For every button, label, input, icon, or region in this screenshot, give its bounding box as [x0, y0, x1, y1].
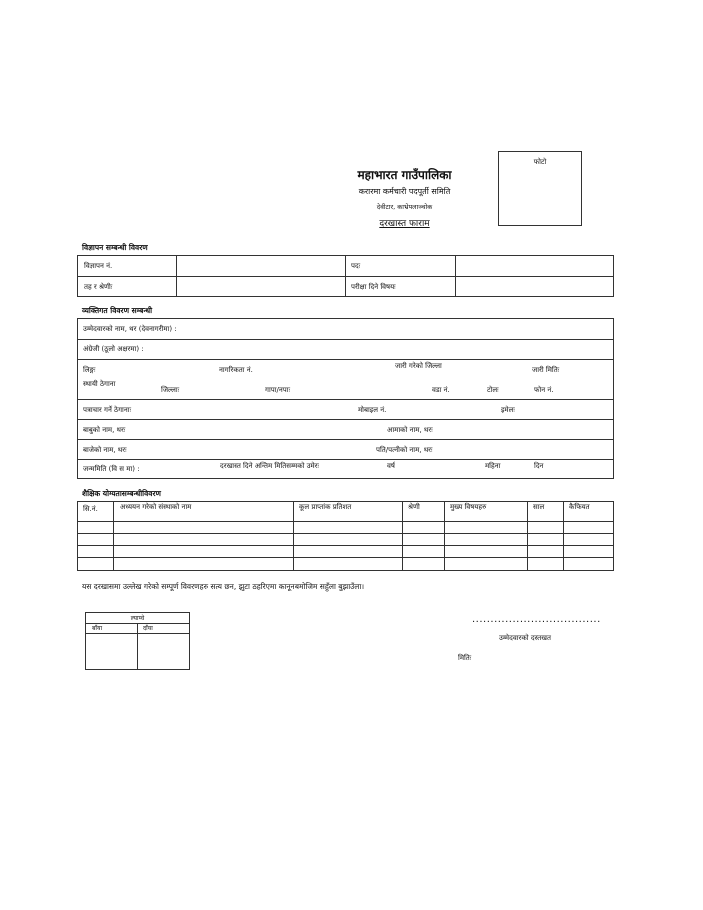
- thumbprint-box: [85, 612, 190, 670]
- col-divider: [176, 256, 177, 296]
- row-divider: [78, 399, 613, 400]
- row-divider: [78, 439, 613, 440]
- row-divider: [78, 359, 613, 360]
- col-divider: [113, 502, 114, 570]
- col-divider: [402, 502, 403, 570]
- col-header-remarks: कैफियत: [569, 503, 590, 511]
- education-table: [77, 501, 614, 571]
- dob-label: जन्ममिति (वि स मा) :: [83, 465, 140, 473]
- col-divider: [455, 256, 456, 296]
- col-divider: [563, 502, 564, 570]
- advert-table: [77, 255, 614, 297]
- age-label: दरखास्त दिने अन्तिम मितिसम्मको उमेरः: [220, 462, 319, 470]
- signature-label: उम्मेदवारको दस्तखत: [499, 634, 551, 642]
- father-name-label: बाबुको नाम, थरः: [83, 426, 126, 434]
- col-header-subjects: मुख्य विषयहरु: [450, 503, 487, 511]
- thumbprint-left-label: बाँया: [92, 625, 103, 632]
- row-divider: [78, 533, 613, 534]
- name-english-label: अंग्रेजी (ठूलो अक्षरमा) :: [83, 345, 144, 353]
- gender-label: लिङ्गः: [83, 366, 96, 374]
- district-label: जिल्लाः: [161, 386, 180, 394]
- advert-section-title: विज्ञापन सम्बन्धी विवरण: [82, 243, 148, 252]
- phone-no-label: फोन नं.: [534, 386, 554, 394]
- col-header-sn: सि.नं.: [83, 505, 98, 513]
- form-title: [0, 216, 703, 229]
- education-section-title: शैक्षिक योग्यतासम्बन्धीविवरण: [82, 489, 161, 498]
- col-divider: [293, 502, 294, 570]
- personal-section-title: व्यक्तिगत विवरण सम्बन्धी: [82, 306, 153, 315]
- days-label: दिन: [534, 462, 544, 470]
- spouse-name-label: पति/पत्नीको नाम, थरः: [376, 446, 433, 454]
- col-divider: [137, 623, 138, 669]
- row-divider: [78, 339, 613, 340]
- col-header-division: श्रेणी: [408, 503, 420, 511]
- permanent-address-label: स्थायी ठेगाना: [83, 380, 116, 388]
- row-divider: [78, 459, 613, 460]
- col-header-institution: अध्ययन गरेको संस्थाको नाम: [120, 503, 192, 511]
- exam-subject-label: परीक्षा दिने विषयः: [351, 283, 396, 291]
- row-divider: [78, 419, 613, 420]
- col-divider: [345, 256, 346, 296]
- mailing-address-label: पत्राचार गर्ने ठेगानाः: [83, 406, 131, 414]
- col-header-year: साल: [533, 503, 545, 511]
- col-divider: [444, 502, 445, 570]
- post-label: पदः: [351, 262, 361, 270]
- municipality-label: गापा/नपाः: [265, 386, 290, 394]
- office-address: देवीटार, काभ्रेपलाञ्चोक: [376, 203, 433, 211]
- office-name: महाभारत गाउँपालिका: [357, 168, 452, 182]
- ward-no-label: वडा नं.: [432, 386, 450, 394]
- level-service-label: तह र श्रेणीः: [84, 283, 113, 291]
- row-divider: [78, 521, 613, 522]
- committee-name: करारमा कर्मचारी पदपूर्ती समिति: [358, 187, 451, 196]
- issued-date-label: जारी मितिः: [532, 366, 560, 374]
- advert-no-label: विज्ञापन नं.: [84, 262, 113, 270]
- row-divider: [78, 545, 613, 546]
- declaration-text: यस दरखासमा उल्लेख गरेको सम्पूर्ण विवरणहरु सत्य छन, झुटा ठहरिएमा कानूनबमोजिम सहुँला बुझाउँला।: [82, 582, 365, 591]
- col-divider: [527, 502, 528, 570]
- form-title-text: दरखास्त फाराम: [379, 219, 430, 229]
- signature-date-label: मितिः: [458, 654, 472, 662]
- issued-district-label: जारी गरेको जिल्ला: [395, 362, 442, 370]
- grandfather-name-label: बाजेको नाम, थरः: [83, 446, 127, 454]
- email-label: इमेलः: [501, 406, 515, 414]
- name-devnagari-label: उम्मेदवारको नाम, थर (देवनागरीमा) :: [83, 325, 177, 333]
- row-divider: [78, 557, 613, 558]
- mobile-no-label: मोबाइल नं.: [358, 406, 387, 414]
- tole-label: टोलः: [487, 386, 499, 394]
- photo-label: फोटो: [533, 158, 547, 166]
- signature-line: ...................................: [472, 614, 601, 625]
- mother-name-label: आमाको नाम, थरः: [387, 426, 433, 434]
- thumbprint-title: ल्याप्चे: [130, 615, 145, 622]
- col-header-percentage: कूल प्राप्तांक प्रतिशत: [299, 503, 352, 511]
- citizenship-no-label: नागरिकता नं.: [219, 366, 253, 374]
- months-label: महिना: [485, 462, 501, 470]
- years-label: वर्ष: [387, 462, 395, 470]
- thumbprint-right-label: दाँया: [143, 625, 153, 632]
- personal-table: [77, 318, 614, 479]
